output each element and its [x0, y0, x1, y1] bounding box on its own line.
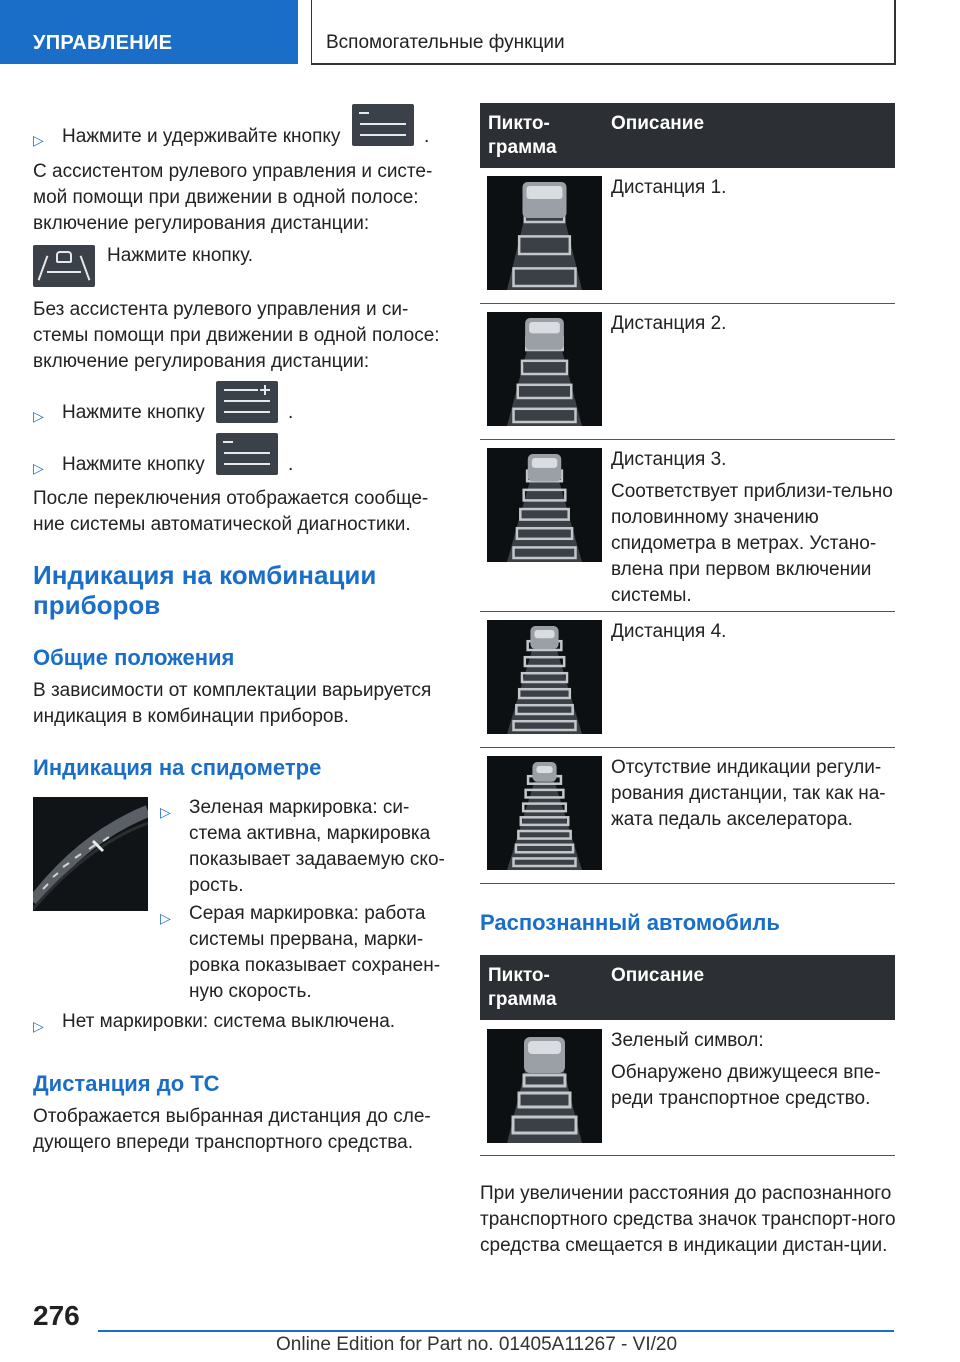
bullet-triangle-icon: ▷	[33, 408, 44, 424]
row-divider	[480, 883, 895, 884]
row-divider	[480, 439, 895, 440]
driving-assistant-button-icon	[33, 245, 95, 287]
pictogram-distance	[487, 312, 602, 426]
list-item: Серая маркировка: работа системы прервана, марки-ровка показывает сохранен-ную скорость.	[189, 903, 441, 1002]
step-text: Нажмите и удерживайте кнопку	[62, 126, 341, 147]
paragraph: В зависимости от комплектации варьируется индикация в комбинации приборов.	[33, 680, 432, 727]
paragraph: При увеличении расстояния до распознанного транспортного средства значок транспорт-ного средства смещается в индикации дистан-ции.	[480, 1183, 896, 1256]
chapter-title: Вспомогательные функции	[311, 0, 896, 65]
subsection-heading: Распознанный автомобиль	[480, 910, 780, 935]
distance-button-icon	[352, 104, 414, 146]
subsection-heading: Индикация на спидометре	[33, 755, 322, 780]
bullet-triangle-icon: ▷	[160, 910, 171, 926]
page-number: 276	[33, 1300, 80, 1331]
step-text: Нажмите кнопку	[62, 454, 205, 475]
row-divider	[480, 747, 895, 748]
distance-plus-button-icon	[216, 381, 278, 423]
paragraph: С ассистентом рулевого управления и систе-мой помощи при движении в одной полосе: включение регулирования дистанции:	[33, 161, 433, 234]
paragraph: Отображается выбранная дистанция до сле-дующего впереди транспортного средства.	[33, 1106, 431, 1153]
cell-text: Дистанция 3.	[611, 449, 727, 470]
table-header	[480, 103, 895, 168]
speedometer-image	[33, 797, 148, 911]
bullet-triangle-icon: ▷	[33, 460, 44, 476]
cell-text: Отсутствие индикации регули-рования дистанции, так как на-жата педаль акселератора.	[611, 757, 886, 830]
column-header: Описание	[611, 965, 705, 986]
pictogram-recognized-vehicle	[487, 1029, 602, 1143]
table-header	[480, 955, 895, 1020]
pictogram-distance	[487, 756, 602, 870]
list-item: Нет маркировки: система выключена.	[62, 1011, 396, 1032]
edition-text: Online Edition for Part no. 01405A11267 - VI/20	[276, 1334, 678, 1355]
paragraph: После переключения отображается сообще-ние системы автоматической диагностики.	[33, 488, 429, 535]
row-divider	[480, 303, 895, 304]
subsection-heading: Общие положения	[33, 645, 235, 670]
bullet-triangle-icon: ▷	[33, 1018, 44, 1034]
step-end: .	[288, 454, 294, 475]
bullet-triangle-icon: ▷	[33, 132, 44, 148]
row-divider	[480, 611, 895, 612]
cell-text: Дистанция 2.	[611, 313, 727, 334]
bullet-triangle-icon: ▷	[160, 804, 171, 820]
section-heading: Индикация на комбинации приборов	[33, 560, 377, 620]
list-item: Зеленая маркировка: си-стема активна, маркировка показывает задаваемую ско-рость.	[189, 797, 445, 896]
pictogram-distance	[487, 448, 602, 562]
cell-text: Дистанция 4.	[611, 621, 727, 642]
step-end: .	[424, 126, 430, 147]
section-tab[interactable]: УПРАВЛЕНИЕ	[0, 0, 298, 64]
subsection-heading: Дистанция до ТС	[33, 1071, 220, 1096]
column-header: Пикто-грамма	[488, 113, 557, 158]
pictogram-distance	[487, 176, 602, 290]
paragraph: Без ассистента рулевого управления и си-стемы помощи при движении в одной полосе: включение регулирования дистанции:	[33, 299, 440, 372]
distance-minus-button-icon	[216, 433, 278, 475]
step-end: .	[288, 402, 294, 423]
pictogram-distance	[487, 620, 602, 734]
row-divider	[480, 1155, 895, 1156]
cell-text: Соответствует приблизи-тельно половинному значению спидометра в метрах. Устано-влена при первом включении системы.	[611, 481, 893, 606]
column-header: Описание	[611, 113, 705, 134]
column-header: Пикто-грамма	[488, 965, 557, 1010]
step-text: Нажмите кнопку	[62, 402, 205, 423]
cell-text: Обнаружено движущееся впе-реди транспортное средство.	[611, 1062, 881, 1109]
press-text: Нажмите кнопку.	[107, 245, 254, 266]
cell-text: Дистанция 1.	[611, 177, 727, 198]
cell-text: Зеленый символ:	[611, 1030, 764, 1051]
